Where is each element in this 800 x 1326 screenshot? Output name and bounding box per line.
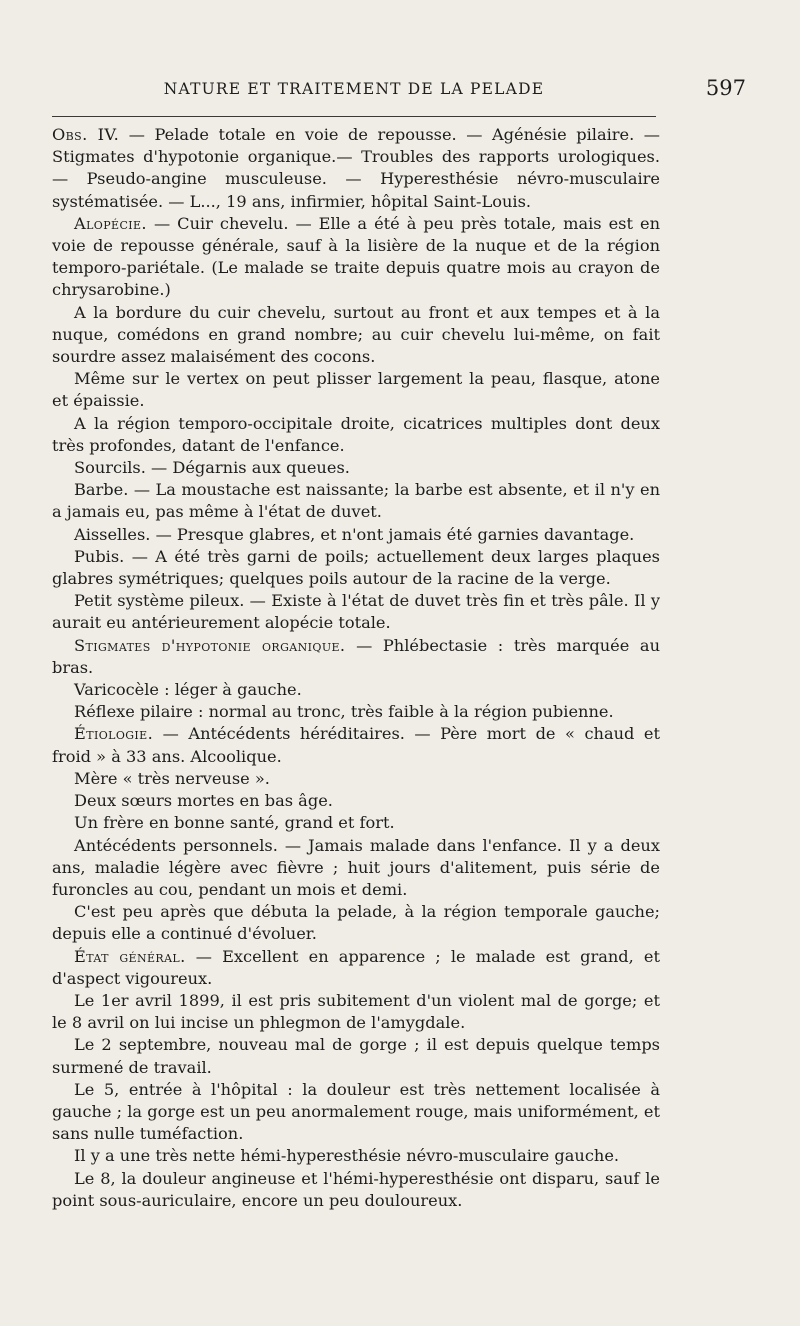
- paragraph-septembre: [52, 1034, 660, 1078]
- paragraph-etiologie: [52, 723, 660, 767]
- paragraph-text: Le 8, la douleur angineuse et l'hémi-hyperesthésie ont disparu, sauf le point sous-auriculaire, encore un peu douloureux.: [52, 1168, 660, 1210]
- paragraph-text: Le 5, entrée à l'hôpital : la douleur est très nettement localisée à gauche ; la gorge est un peu anormalement rouge, mais uniformément, et sans nulle tuméfaction.: [52, 1079, 660, 1144]
- section-label: Obs. IV.: [52, 125, 120, 144]
- paragraph-barbe: [52, 479, 660, 523]
- page-number: 597: [705, 76, 746, 100]
- paragraph-text: Pubis. — A été très garni de poils; actuellement deux larges plaques glabres symétriques; quelques poils autour de la racine de la verge.: [52, 546, 660, 589]
- paragraph-cicatrices: [52, 413, 660, 457]
- paragraph-text: A la bordure du cuir chevelu, surtout au front et aux tempes et à la nuque, comédons en grand nombre; au cuir chevelu lui-même, on fait sourdre assez malaisément des cocons.: [52, 302, 660, 367]
- paragraph-mere: [52, 768, 660, 790]
- paragraph-text: — Pelade totale en voie de repousse. — Agénésie pilaire. — Stigmates d'hypotonie organique.— Troubles des rapports urologiques. — Pseudo-angine musculeuse. — Hyperesthésie névro-musculaire systématisée. — L..., 19 ans, infirmier, hôpital Saint-Louis.: [52, 125, 660, 211]
- paragraph-disparition: [52, 1168, 660, 1212]
- paragraph-text: Mère « très nerveuse ».: [74, 768, 270, 788]
- paragraph-text: A la région temporo-occipitale droite, cicatrices multiples dont deux très profondes, datant de l'enfance.: [52, 413, 660, 455]
- paragraph-hyperesthesie: [52, 1145, 660, 1167]
- paragraph-text: Un frère en bonne santé, grand et fort.: [74, 813, 395, 833]
- paragraph-text: — Cuir chevelu. — Elle a été à peu près totale, mais est en voie de repousse générale, sauf à la lisière de la nuque et de la région temporo-pariétale. (Le malade se traite depuis quatre mois au crayon de chrysarobine.): [52, 213, 660, 300]
- paragraph-etat-general: [52, 946, 660, 990]
- paragraph-text: Antécédents personnels. — Jamais malade dans l'enfance. Il y a deux ans, maladie légère avec fièvre ; huit jours d'alitement, puis série de furoncles au cou, pendant un mois et demi.: [52, 835, 660, 899]
- paragraph-text: — Excellent en apparence ; le malade est grand, et d'aspect vigoureux.: [52, 946, 660, 988]
- paragraph-reflexe: [52, 701, 660, 723]
- paragraph-text: Petit système pileux. — Existe à l'état de duvet très fin et très pâle. Il y aurait eu antérieurement alopécie totale.: [52, 591, 660, 633]
- paragraph-entree-hopital: [52, 1079, 660, 1146]
- paragraph-debut-pelade: [52, 901, 660, 945]
- paragraph-obs-heading: [52, 124, 660, 213]
- paragraph-text: Aisselles. — Presque glabres, et n'ont jamais été garnies davantage.: [74, 524, 635, 544]
- section-label: Étiologie.: [74, 724, 154, 744]
- paragraph-antecedents: [52, 835, 660, 902]
- paragraph-text: Varicocèle : léger à gauche.: [74, 680, 302, 700]
- paragraph-frere: [52, 812, 660, 834]
- section-label: Alopécie.: [74, 213, 147, 233]
- header-rule: [52, 116, 656, 117]
- paragraph-systeme-pileux: [52, 590, 660, 634]
- section-label: Stigmates d'hypotonie organique.: [74, 635, 346, 655]
- paragraph-text: Le 2 septembre, nouveau mal de gorge ; il est depuis quelque temps surmené de travail.: [52, 1035, 660, 1077]
- paragraph-aisselles: [52, 524, 660, 546]
- paragraph-text: Il y a une très nette hémi-hyperesthésie névro-musculaire gauche.: [74, 1146, 620, 1166]
- paragraph-soeurs: [52, 790, 660, 812]
- paragraph-text: Deux sœurs mortes en bas âge.: [74, 791, 333, 811]
- running-head: [50, 76, 746, 104]
- paragraph-pubis: [52, 546, 660, 590]
- paragraph-avril: [52, 990, 660, 1034]
- paragraph-text: Sourcils. — Dégarnis aux queues.: [74, 458, 350, 478]
- paragraph-text: Barbe. — La moustache est naissante; la barbe est absente, et il n'y en a jamais eu, pas même à l'état de duvet.: [52, 480, 660, 522]
- paragraph-text: Réflexe pilaire : normal au tronc, très faible à la région pubienne.: [74, 702, 614, 722]
- paragraph-text: C'est peu après que débuta la pelade, à la région temporale gauche; depuis elle a continué d'évoluer.: [52, 902, 660, 944]
- paragraph-vertex: [52, 368, 660, 412]
- paragraph-sourcils: [52, 457, 660, 479]
- paragraph-bordure: [52, 302, 660, 369]
- paragraph-varicocele: [52, 679, 660, 701]
- paragraph-text: — Antécédents héréditaires. — Père mort de « chaud et froid » à 33 ans. Alcoolique.: [52, 724, 660, 766]
- section-label: État général.: [74, 946, 186, 966]
- paragraph-text: — Phlébectasie : très marquée au bras.: [52, 635, 660, 677]
- paragraph-stigmates: [52, 635, 660, 679]
- observation-text: [52, 124, 660, 1212]
- running-title: NATURE ET TRAITEMENT DE LA PELADE: [163, 80, 545, 98]
- paragraph-text: Même sur le vertex on peut plisser largement la peau, flasque, atone et épaissie.: [52, 369, 660, 411]
- paragraph-alopecie: [52, 213, 660, 302]
- paragraph-text: Le 1er avril 1899, il est pris subitement d'un violent mal de gorge; et le 8 avril on lui incise un phlegmon de l'amygdale.: [52, 990, 660, 1033]
